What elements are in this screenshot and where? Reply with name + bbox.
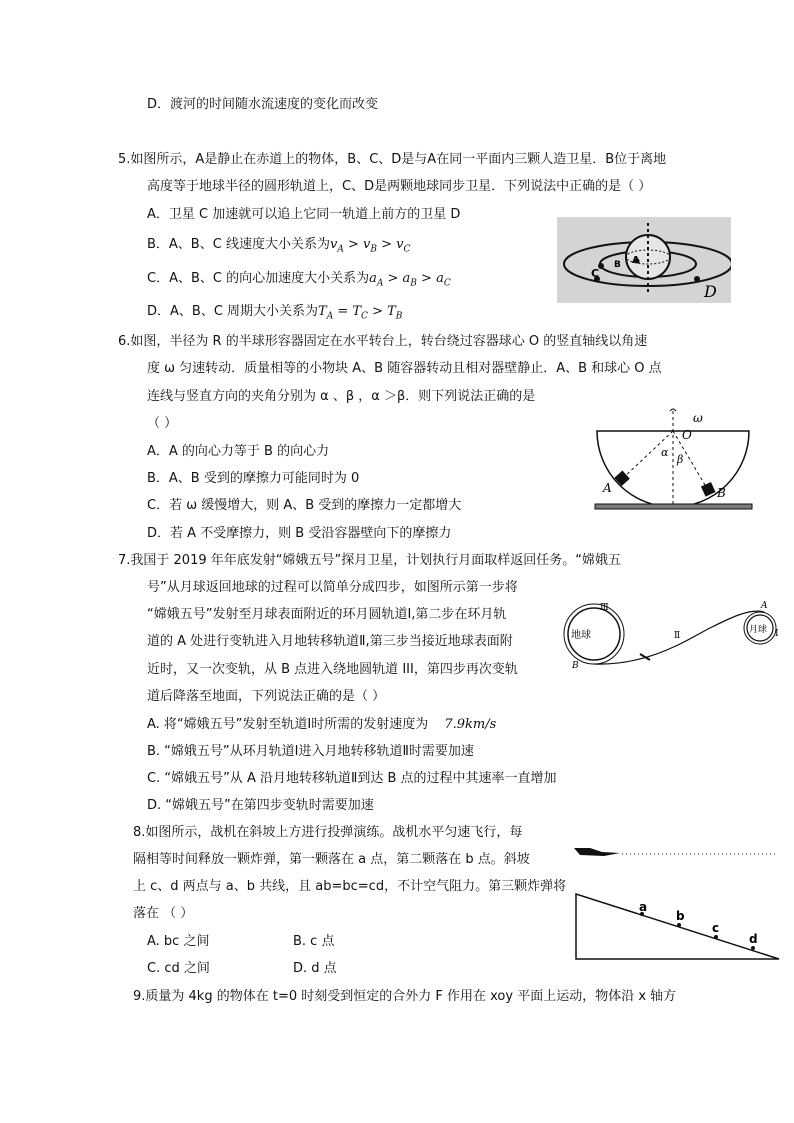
q6-option-c: C．若 ω 缓慢增大，则 A、B 受到的摩擦力一定都增大 [147,498,462,513]
fighter-jet-icon [574,848,620,856]
block-b [701,482,716,497]
q7-transfer-orbit-figure [560,598,782,674]
q7-label-moon: 月球 [749,625,768,635]
q4-option-d: D．渡河的时间随水流速度的变化而改变 [147,97,379,112]
q5-option-c-formula: $a_A > a_B > a_C$ [369,271,451,289]
q7-label-orbit-1: Ⅰ [775,629,779,639]
satellite-d-marker [694,276,700,282]
slope [576,894,779,959]
q6-option-b: B．A、B 受到的摩擦力可能同时为 0 [147,471,360,486]
q8-stem-line-2: 隔相等时间释放一颗炸弹，第一颗落在 a 点，第二颗落在 b 点。斜坡 [133,852,530,867]
q7-stem-line-5: 近时，又一次变轨，从 B 点进入绕地圆轨道 III，第四步再次变轨 [147,662,518,677]
q7-label-a: A [761,601,768,611]
q8-option-c: C. cd 之间 [147,961,210,976]
q6-stem-line-1: 6.如图，半径为 R 的半球形容器固定在水平转台上，转台绕过容器球心 O 的竖直轴线以角速 [118,334,648,349]
q6-label-b: B [717,486,726,500]
q6-option-d: D．若 A 不受摩擦力，则 B 受沿容器壁向下的摩擦力 [147,526,452,541]
q5-label-b: B [614,260,621,270]
q7-option-a-value: 7.9km/s [444,717,497,732]
point-c-marker [714,935,718,939]
q7-option-a-text: A. 将“嫦娥五号”发射至轨道Ⅰ时所需的发射速度为 [147,717,429,732]
turntable [595,504,752,509]
q8-option-b: B. c 点 [293,934,335,949]
q5-option-c [147,270,451,293]
q7-label-earth: 地球 [571,630,591,641]
q6-label-beta: β [677,453,684,466]
q6-label-o: O [682,428,692,442]
q8-stem-line-3: 上 c、d 两点与 a、b 共线，且 ab=bc=cd，不计空气阻力。第三颗炸弹将 [133,879,567,894]
q8-stem-line-4: 落在 （ ） [133,906,194,921]
q7-option-c: C. “嫦娥五号”从 A 沿月地转移轨道Ⅱ到达 B 点的过程中其速率一直增加 [147,771,557,786]
q8-label-b: b [676,909,685,923]
q7-option-d: D. “嫦娥五号”在第四步变轨时需要加速 [147,798,374,813]
q5-stem-line-1: 5.如图所示，A是静止在赤道上的物体，B、C、D是与A在同一平面内三颗人造卫星．B位于离地 [118,152,667,167]
q5-option-a: A．卫星 C 加速就可以追上它同一轨道上前方的卫星 D [147,207,461,222]
q7-stem-line-4: 道的 A 处进行变轨进入月地转移轨道Ⅱ,第三步当接近地球表面附 [147,634,513,649]
q8-option-d: D. d 点 [293,961,337,976]
q6-label-omega: ω [693,411,703,425]
q5-option-b-text: B．A、B、C 线速度大小关系为 [147,237,330,252]
q5-option-d [147,303,402,326]
q7-label-orbit-3: Ⅲ [600,603,609,613]
q7-stem-line-2: 号”从月球返回地球的过程可以简单分成四步，如图所示第一步将 [147,580,518,595]
q6-label-alpha: α [661,446,669,459]
q8-option-a: A. bc 之间 [147,934,210,949]
q7-stem-line-3: “嫦娥五号”发射至月球表面附近的环月圆轨道Ⅰ,第二步在环月轨 [147,607,507,622]
rotation-arrow-icon [670,409,676,411]
q5-label-d: D [704,282,717,301]
q9-stem-line-1: 9.质量为 4kg 的物体在 t=0 时刻受到恒定的合外力 F 作用在 xoy 平面上运动，物体沿 x 轴方 [133,989,677,1004]
q5-option-d-formula: $T_A = T_C > T_B$ [318,304,403,322]
q7-option-b: B. “嫦娥五号”从环月轨道Ⅰ进入月地转移轨道Ⅱ时需要加速 [147,744,474,759]
q6-option-a: A．A 的向心力等于 B 的向心力 [147,444,330,459]
q8-label-a: a [639,900,648,914]
q7-label-orbit-2: Ⅱ [674,631,681,641]
q6-label-a: A [603,481,612,495]
q8-label-c: c [712,921,720,935]
point-b-marker [677,923,681,927]
q7-stem-line-1: 7.我国于 2019 年年底发射“嫦娥五号”探月卫星，计划执行月面取样返回任务。“嫦娥五 [118,553,621,568]
q6-hemisphere-figure [590,405,755,515]
q8-label-d: d [749,932,758,946]
q5-option-b-formula: $v_A > v_B > v_C$ [329,237,411,255]
q6-stem-line-3: 连线与竖直方向的夹角分别为 α 、β ，α ＞β．则下列说法正确的是 [147,389,536,404]
point-d-marker [751,946,755,950]
q6-stem-line-4: （ ） [147,416,178,431]
q7-stem-line-6: 道后降落至地面，下列说法正确的是（ ） [147,689,386,704]
q5-option-c-text: C．A、B、C 的向心加速度大小关系为 [147,271,370,286]
q5-stem-line-2: 高度等于地球半径的圆形轨道上，C、D是两颗地球同步卫星．下列说法中正确的是（ ） [147,179,652,194]
q8-slope-figure [570,840,782,964]
q5-option-b [147,236,410,259]
block-a [614,471,630,487]
q5-orbit-figure [557,217,731,303]
q8-stem-line-1: 8.如图所示，战机在斜坡上方进行投弹演练。战机水平匀速飞行，每 [133,825,523,840]
q5-label-c: C [591,267,600,280]
q5-label-a: A [632,255,640,266]
q5-option-d-text: D．A、B、C 周期大小关系为 [147,304,319,319]
q7-label-b: B [572,661,579,671]
q7-option-a [147,716,496,734]
q6-stem-line-2: 度 ω 匀速转动．质量相等的小物块 A、B 随容器转动且相对器壁静止．A、B 和球心 O 点 [147,361,662,376]
